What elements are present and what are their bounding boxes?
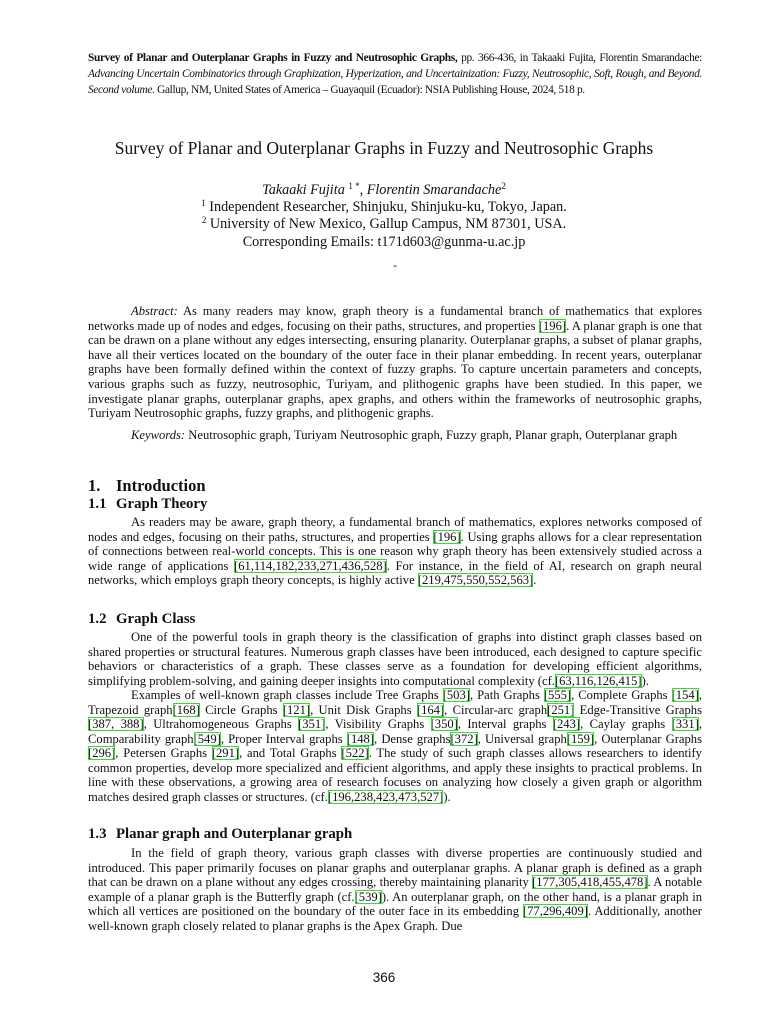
author-2: , Florentin Smarandache [359, 182, 502, 198]
citation-link[interactable]: [154] [671, 688, 699, 702]
abstract-paragraph [88, 304, 702, 421]
citation-link[interactable]: [159] [566, 731, 595, 746]
citation-link[interactable]: [291] [211, 746, 240, 760]
text: , Visibility Graphs [325, 717, 431, 731]
text: . Additionally, another well-known graph closely related to planar graphs is the Apex Graph. Due [88, 904, 702, 933]
section-title: Graph Class [116, 611, 196, 627]
section-number: 1.1 [88, 496, 107, 512]
text: , Complete Graphs [571, 688, 672, 702]
text: , Unit Disk Graphs [310, 702, 417, 717]
section-title: Graph Theory [116, 496, 208, 512]
text: Examples of well-known graph classes include Tree Graphs [131, 688, 443, 702]
citation-link[interactable]: [63,116,126,415] [554, 673, 642, 688]
page-number: 366 [372, 970, 396, 985]
author-line [88, 182, 680, 199]
paragraph [88, 630, 702, 688]
subsection-heading-graph-class [88, 611, 195, 628]
section-title: Planar graph and Outerplanar graph [116, 826, 353, 842]
text: . A notable example of a planar graph is the Butterfly graph (cf. [88, 875, 703, 904]
affil-1-sup: 1 [201, 198, 206, 209]
paragraph [88, 688, 702, 804]
paragraph [88, 515, 702, 588]
citation-link[interactable]: [121] [282, 702, 311, 717]
text: , and Total Graphs [239, 746, 342, 760]
author-2-sup: 2 [501, 181, 506, 191]
citation-link[interactable]: [350] [430, 717, 458, 731]
citation-link[interactable]: [168] [172, 702, 200, 717]
citation-link[interactable]: [549] [193, 731, 221, 746]
text: Edge-Transitive Graphs [574, 702, 703, 717]
text: ). An outerplanar graph, on the other hand, is a planar graph in which all vertices are positioned on the boundary of the outer face in its embedding [88, 889, 702, 918]
citation-link[interactable]: [77,296,409] [522, 904, 588, 918]
abstract-text: As many readers may know, graph theory is a fundamental branch of mathematics that explores networks made up of nodes and edges, focusing on their paths, structures, and properties [88, 304, 702, 333]
text: , Interval graphs [457, 717, 553, 731]
paragraph [88, 846, 702, 933]
header-bold-title: Survey of Planar and Outerplanar Graphs in Fuzzy and Neutrosophic Graphs, [88, 52, 458, 64]
section-number: 1. [88, 476, 101, 495]
text: . The study of such graph classes allows researchers to identify common properties, develop more specialized and efficient algorithms, and apply these insights to practical problems. In line with these observations, a growing area of research focuses on analyzing how closely a given graph or algorithm matches desired graph classes or structures. (cf. [88, 746, 702, 804]
text: , Universal graph [477, 731, 567, 746]
text: . Using graphs allows for a clear representation of connections between real-world concepts. This is one reason why graph theory has been extensively studied across a wide range of applications [88, 529, 703, 573]
citation-link[interactable]: [196,238,423,473,527] [327, 789, 444, 804]
citation-link[interactable]: [522] [341, 746, 369, 760]
citation-link[interactable]: [351] [298, 717, 326, 731]
keywords-text: Neutrosophic graph, Turiyam Neutrosophic graph, Fuzzy graph, Planar graph, Outerplanar graph [185, 427, 678, 442]
header-publisher: Gallup, NM, United States of America – Guayaquil (Ecuador): NSIA Publishing House, 2024, 518 p. [154, 84, 585, 96]
citation-link[interactable]: [387, 388] [88, 717, 144, 731]
text: Circle Graphs [199, 702, 283, 717]
text: , Dense graphs [374, 731, 451, 746]
text: ). [443, 789, 451, 804]
citation-link[interactable]: [61,114,182,233,271,436,528] [234, 558, 387, 573]
text: , Path Graphs [469, 688, 544, 702]
section-heading-introduction [88, 476, 206, 496]
citation-header [88, 50, 702, 98]
section-number: 1.2 [88, 611, 107, 627]
separator-dash: - [393, 258, 397, 272]
abstract-section [88, 304, 702, 442]
citation-link[interactable]: [539] [354, 889, 382, 904]
text: ). [641, 673, 649, 688]
corresponding-email[interactable]: Corresponding Emails: t171d603@gunma-u.ac.jp [242, 233, 526, 250]
graph-class-body [88, 630, 702, 804]
planar-graph-body [88, 846, 702, 933]
abstract-label: Abstract: [131, 304, 178, 318]
affil-2-sup: 2 [201, 215, 207, 226]
citation-link[interactable]: [372] [450, 731, 478, 746]
text: , Proper Interval graphs [220, 731, 347, 746]
citation-link[interactable]: [164] [416, 702, 445, 717]
affil-1-text: Independent Researcher, Shinjuku, Shinjuku-ku, Tokyo, Japan. [205, 199, 567, 216]
citation-link[interactable]: [196] [433, 529, 461, 544]
text: As readers may be aware, graph theory, a fundamental branch of mathematics, explores networks composed of nodes and edges, focusing on their paths, structures, and properties [88, 515, 702, 544]
keywords-label: Keywords: [131, 427, 186, 442]
text: , Comparability graph [88, 717, 702, 746]
paper-title: Survey of Planar and Outerplanar Graphs in Fuzzy and Neutrosophic Graphs [114, 138, 654, 158]
text: , Caylay graphs [580, 717, 672, 731]
affiliation-2 [88, 216, 680, 233]
text: . For instance, in the field of AI, research on graph neural networks, which employs graph theory concepts, is highly active [88, 558, 703, 587]
author-1: Takaaki Fujita [262, 182, 345, 198]
citation-link[interactable]: [555] [543, 688, 572, 702]
subsection-heading-planar-graph [88, 826, 352, 843]
affil-2-text: University of New Mexico, Gallup Campus, NM 87301, USA. [206, 216, 567, 233]
text: , Outerplanar Graphs [594, 731, 702, 746]
text: , Trapezoid graph [88, 688, 703, 717]
subsection-heading-graph-theory [88, 496, 207, 513]
citation-link[interactable]: [296] [88, 746, 116, 760]
section-number: 1.3 [88, 826, 107, 842]
keywords-paragraph [88, 428, 702, 443]
text: , Circular-arc graph [444, 702, 548, 717]
citation-link[interactable]: [196] [538, 318, 567, 333]
text: In the field of graph theory, various graph classes with diverse properties are continuously studied and introduced. This paper primarily focuses on planar graphs and outerplanar graphs. A planar graph is defined as a graph that can be drawn on a plane without any edges crossing, thereby maintaining planarity [88, 846, 702, 889]
citation-link[interactable]: [177,305,418,455,478] [532, 875, 648, 889]
citation-link[interactable]: [243] [552, 717, 581, 731]
citation-link[interactable]: [219,475,550,552,563] [417, 573, 534, 587]
text: . [533, 573, 537, 587]
citation-link[interactable]: [503] [442, 688, 470, 702]
author-block [88, 182, 680, 251]
text: , Ultrahomogeneous Graphs [143, 717, 299, 731]
header-book-title: Advancing Uncertain Combinatorics through Graphization, Hyperization, and Uncertainization: Fuzzy, Neutrosophic, Soft, Rough, and Beyond. Second volume. [88, 68, 702, 96]
graph-theory-body [88, 515, 702, 588]
header-text: pp. 366-436, in Takaaki Fujita, Florentin Smarandache: [457, 52, 702, 64]
author-1-sup: 1 * [348, 181, 360, 191]
text: One of the powerful tools in graph theory is the classification of graphs into distinct graph classes based on shared properties or structural features. Numerous graph classes have been introduced, each designed to capture specific behaviors or characteristics of a graph. These classes serve as a foundation for developing efficient algorithms, simplifying problem-solving, and gaining deeper insights into computational complexity (cf. [88, 630, 702, 688]
citation-link[interactable]: [331] [671, 717, 699, 731]
text: , Petersen Graphs [115, 746, 212, 760]
citation-link[interactable]: [148] [346, 731, 375, 746]
affiliation-1 [88, 199, 680, 216]
abstract-text: . A planar graph is one that can be drawn on a plane without any edges intersecting, ensuring planarity. Outerplanar graphs, a subset of planar graphs, have all their vertices located on the boundary of the outer face in their planar embedding. In recent years, outerplanar graphs have been formally defined within the context of fuzzy graphs. To capture uncertain parameters and concepts, various graphs such as fuzzy, neutrosophic, Turiyam, and plithogenic graphs have been studied. In this paper, we investigate planar graphs, outerplanar graphs, apex graphs, and others within the frameworks of neutrosophic graphs, Turiyam Neutrosophic graphs, fuzzy graphs, and plithogenic graphs. [88, 318, 702, 421]
citation-link[interactable]: [251] [547, 702, 575, 717]
section-title: Introduction [116, 476, 206, 495]
